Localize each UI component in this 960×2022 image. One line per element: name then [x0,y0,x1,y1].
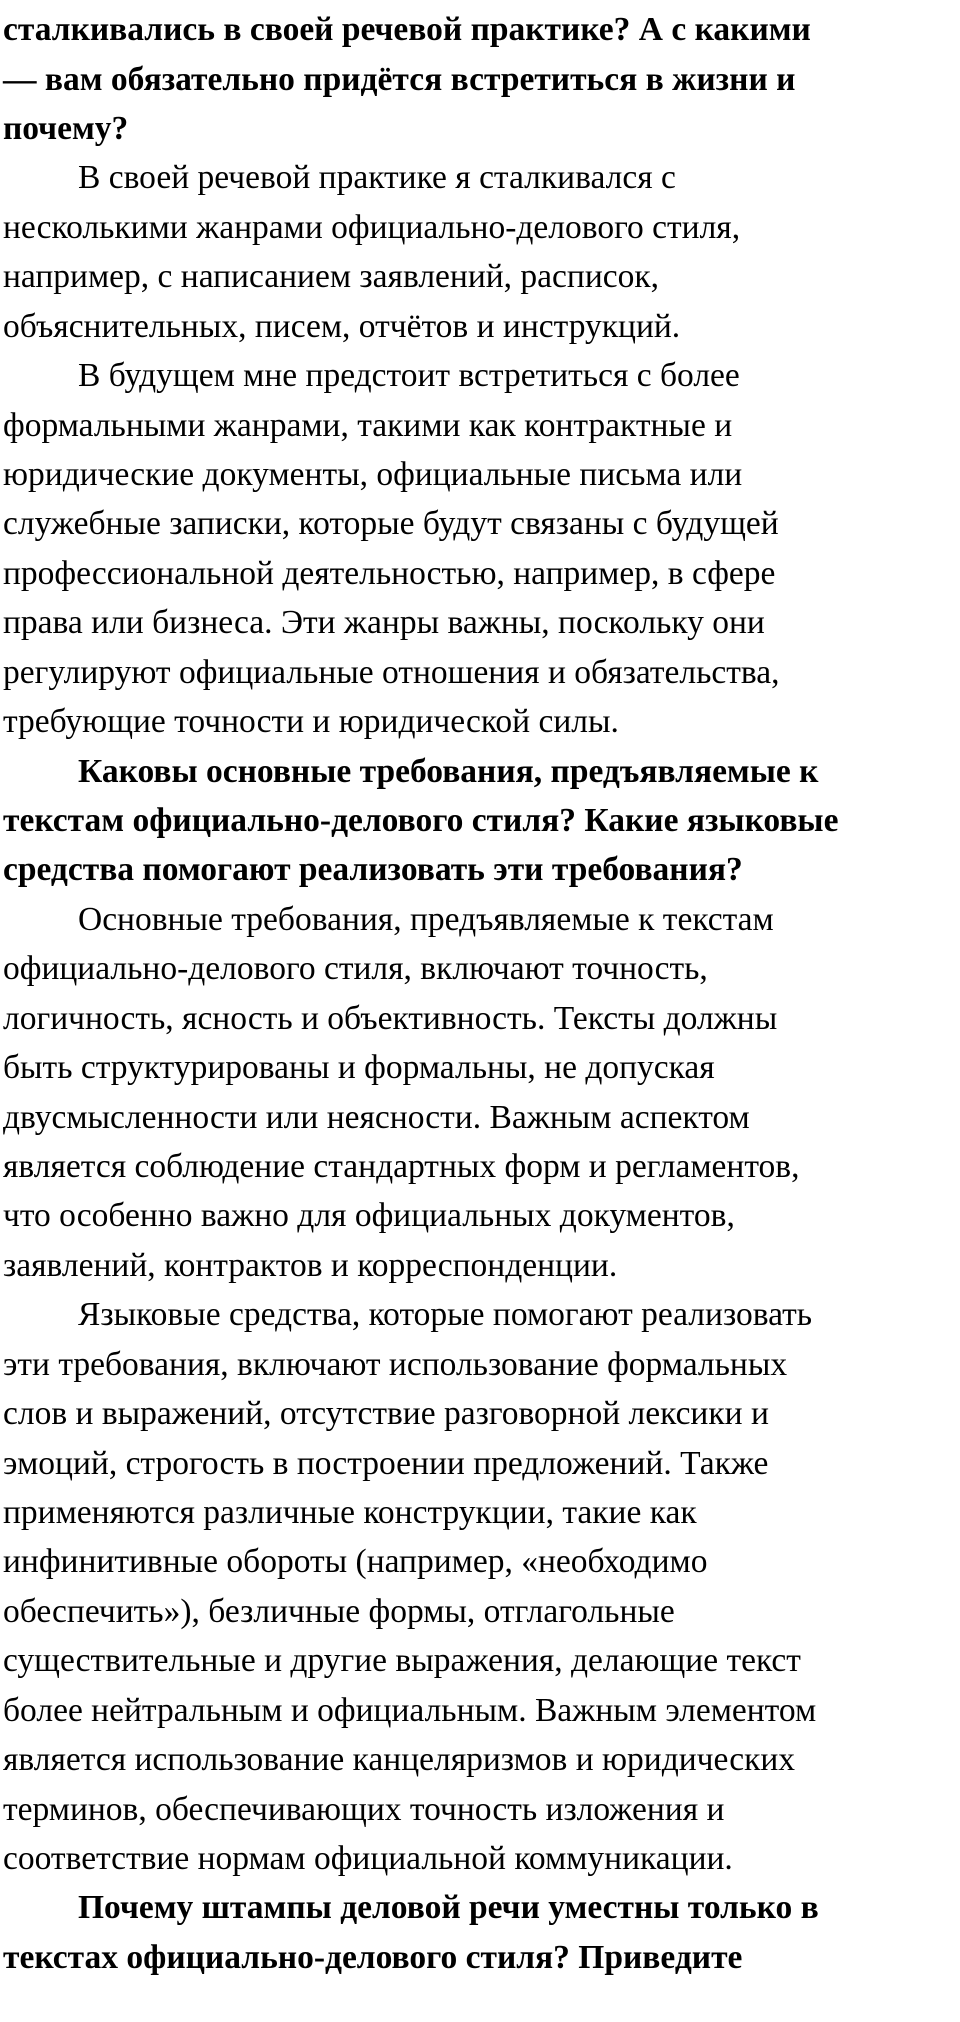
answer-text-line: эмоций, строгость в построении предложений. Также [3,1445,769,1482]
question-text-line: Почему штампы деловой речи уместны только в [78,1889,819,1926]
answer-text-line: заявлений, контрактов и корреспонденции. [3,1247,618,1284]
answer-text-line: соответствие нормам официальной коммуникации. [3,1840,733,1877]
question-text-line: — вам обязательно придётся встретиться в жизни и [3,61,796,98]
answer-text-line: более нейтральным и официальным. Важным элементом [3,1692,817,1729]
question-text-line: текстам официально-делового стиля? Какие языковые [3,802,839,839]
answer-text-line: существительные и другие выражения, делающие текст [3,1642,801,1679]
answer-text-line: инфинитивные обороты (например, «необходимо [3,1543,708,1580]
question-text-line: почему? [3,110,129,147]
answer-text-line: профессиональной деятельностью, например, в сфере [3,555,776,592]
answer-text-line: например, с написанием заявлений, расписок, [3,258,660,295]
question-text-line: Каковы основные требования, предъявляемые к [78,753,819,790]
answer-text-line: Основные требования, предъявляемые к текстам [78,901,774,938]
answer-text-line: быть структурированы и формальны, не допуская [3,1049,715,1086]
answer-text-line: формальными жанрами, такими как контрактные и [3,407,733,444]
answer-text-line: юридические документы, официальные письма или [3,456,743,493]
answer-text-line: служебные записки, которые будут связаны с будущей [3,505,779,542]
answer-text-line: является использование канцеляризмов и юридических [3,1741,796,1778]
answer-text-line: применяются различные конструкции, такие как [3,1494,697,1531]
answer-text-line: является соблюдение стандартных форм и регламентов, [3,1148,800,1185]
answer-text-line: что особенно важно для официальных документов, [3,1197,735,1234]
answer-text-line: В своей речевой практике я сталкивался с [78,159,676,196]
question-text-line: текстах официально-делового стиля? Приведите [3,1939,743,1976]
answer-text-line: эти требования, включают использование формальных [3,1346,788,1383]
answer-text-line: двусмысленности или неясности. Важным аспектом [3,1099,750,1136]
answer-text-line: обеспечить»), безличные формы, отглагольные [3,1593,675,1630]
answer-text-line: требующие точности и юридической силы. [3,703,619,740]
answer-text-line: слов и выражений, отсутствие разговорной лексики и [3,1395,769,1432]
answer-text-line: В будущем мне предстоит встретиться с более [78,357,740,394]
question-text-line: средства помогают реализовать эти требования? [3,851,743,888]
question-text-line: сталкивались в своей речевой практике? А с какими [3,11,811,48]
answer-text-line: объяснительных, писем, отчётов и инструкций. [3,308,681,345]
answer-text-line: права или бизнеса. Эти жанры важны, поскольку они [3,604,765,641]
answer-text-line: терминов, обеспечивающих точность изложения и [3,1791,725,1828]
answer-text-line: официально-делового стиля, включают точность, [3,950,708,987]
answer-text-line: регулируют официальные отношения и обязательства, [3,654,780,691]
answer-text-line: логичность, ясность и объективность. Тексты должны [3,1000,778,1037]
answer-text-line: Языковые средства, которые помогают реализовать [78,1296,813,1333]
answer-text-line: несколькими жанрами официально-делового стиля, [3,209,741,246]
